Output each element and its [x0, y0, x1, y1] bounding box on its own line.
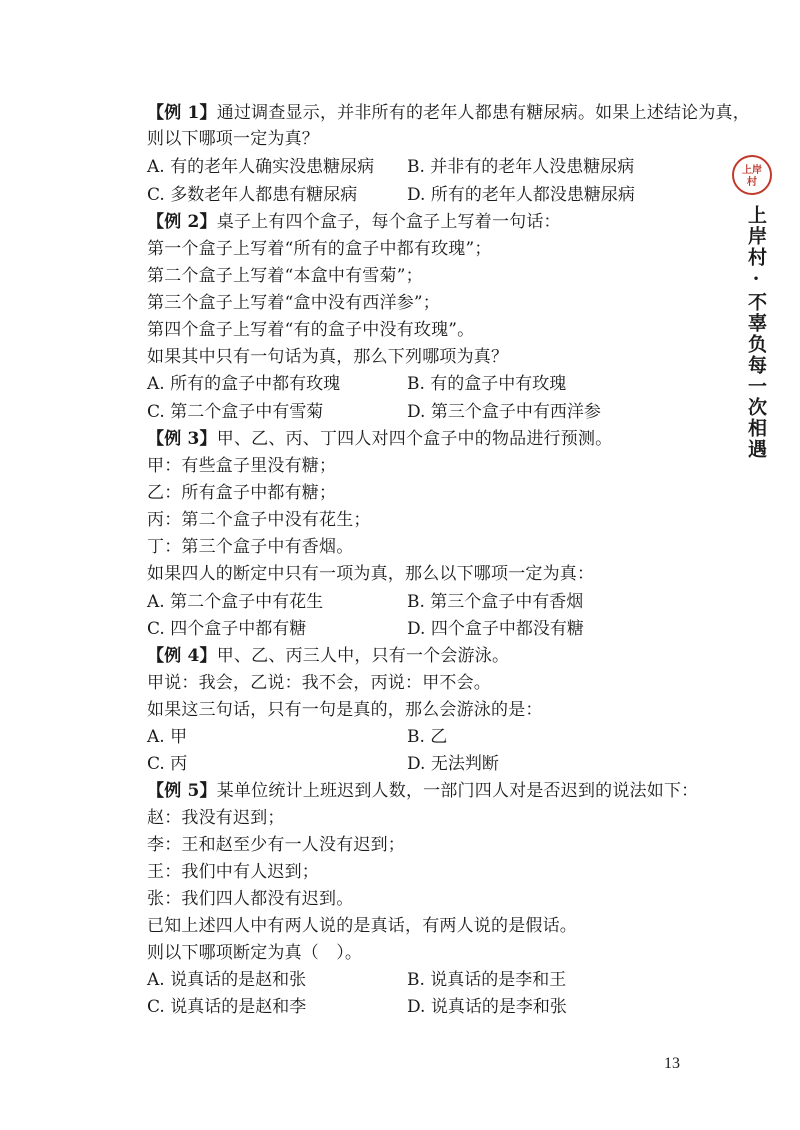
- example-5-option-c: C. 说真话的是赵和李: [147, 997, 307, 1017]
- example-5-line-4: 张：我们四人都没有迟到。: [147, 889, 354, 909]
- example-2-option-d: D. 第三个盒子中有西洋参: [407, 402, 601, 422]
- example-3-option-a: A. 第二个盒子中有花生: [147, 592, 324, 612]
- example-5-question-2: 则以下哪项断定为真（ ）。: [147, 943, 363, 963]
- example-2-tag: 【例 2】: [147, 212, 217, 232]
- example-5-option-b: B. 说真话的是李和王: [407, 970, 567, 990]
- example-1-option-d: D. 所有的老年人都没患糖尿病: [407, 185, 635, 205]
- svg-text:村: 村: [747, 177, 757, 188]
- example-5-stem: 【例 5】某单位统计上班迟到人数，一部门四人对是否迟到的说法如下：: [147, 781, 699, 801]
- example-2-option-a: A. 所有的盒子中都有玫瑰: [147, 374, 341, 394]
- example-4-option-c: C. 丙: [147, 754, 188, 774]
- example-5-option-a: A. 说真话的是赵和张: [147, 970, 307, 990]
- example-2-option-b: B. 有的盒子中有玫瑰: [407, 374, 567, 394]
- example-3-question: 如果四人的断定中只有一项为真，那么以下哪项一定为真：: [147, 564, 595, 584]
- example-3-tag: 【例 3】: [147, 429, 217, 449]
- example-2-line-4: 第四个盒子上写着“有的盒子中没有玫瑰”。: [147, 320, 475, 340]
- example-4-stem: 【例 4】甲、乙、丙三人中，只有一个会游泳。: [147, 646, 510, 666]
- example-2-line-1: 第一个盒子上写着“所有的盒子中都有玫瑰”；: [147, 239, 492, 259]
- seal-logo: [732, 155, 772, 195]
- example-5-line-2: 李：王和赵至少有一人没有迟到；: [147, 835, 405, 855]
- example-2-question: 如果其中只有一句话为真，那么下列哪项为真？: [147, 347, 509, 367]
- example-4-option-d: D. 无法判断: [407, 754, 499, 774]
- example-4-tag: 【例 4】: [147, 646, 217, 666]
- example-1-option-a: A. 有的老年人确实没患糖尿病: [147, 157, 375, 177]
- example-5-option-d: D. 说真话的是李和张: [407, 997, 567, 1017]
- example-3-line-2: 乙：所有盒子中都有糖；: [147, 483, 337, 503]
- example-5-question-1: 已知上述四人中有两人说的是真话，有两人说的是假话。: [147, 916, 577, 936]
- example-3-option-b: B. 第三个盒子中有香烟: [407, 592, 584, 612]
- example-2-line-3: 第三个盒子上写着“盒中没有西洋参”；: [147, 293, 440, 313]
- example-3-line-1: 甲：有些盒子里没有糖；: [147, 456, 337, 476]
- example-4-option-a: A. 甲: [147, 727, 188, 747]
- example-4-option-b: B. 乙: [407, 727, 448, 747]
- example-3-line-4: 丁：第三个盒子中有香烟。: [147, 537, 354, 557]
- example-1-stem: 【例 1】通过调查显示，并非所有的老年人都患有糖尿病。如果上述结论为真，: [147, 103, 750, 123]
- example-2-stem: 【例 2】桌子上有四个盒子，每个盒子上写着一句话：: [147, 212, 561, 232]
- example-5-tag: 【例 5】: [147, 781, 217, 801]
- example-3-line-3: 丙：第二个盒子中没有花生；: [147, 510, 371, 530]
- example-1-stem-cont: 则以下哪项一定为真？: [147, 129, 319, 149]
- example-4-line-1: 甲说：我会，乙说：我不会，丙说：甲不会。: [147, 673, 491, 693]
- example-1-option-b: B. 并非有的老年人没患糖尿病: [407, 157, 635, 177]
- example-3-stem: 【例 3】甲、乙、丙、丁四人对四个盒子中的物品进行预测。: [147, 429, 613, 449]
- example-1-tag: 【例 1】: [147, 103, 217, 123]
- example-5-line-3: 王：我们中有人迟到；: [147, 862, 319, 882]
- example-5-line-1: 赵：我没有迟到；: [147, 808, 285, 828]
- example-1-option-c: C. 多数老年人都患有糖尿病: [147, 185, 358, 205]
- example-2-line-2: 第二个盒子上写着“本盒中有雪菊”；: [147, 266, 423, 286]
- example-3-option-c: C. 四个盒子中都有糖: [147, 619, 307, 639]
- svg-text:上岸: 上岸: [742, 165, 762, 176]
- page-number: 13: [664, 1055, 680, 1072]
- example-4-question: 如果这三句话，只有一句是真的，那么会游泳的是：: [147, 700, 543, 720]
- side-motto: 上岸村·不辜负每一次相遇: [745, 205, 767, 460]
- seal-icon: [737, 160, 767, 190]
- example-3-option-d: D. 四个盒子中都没有糖: [407, 619, 584, 639]
- example-2-option-c: C. 第二个盒子中有雪菊: [147, 402, 324, 422]
